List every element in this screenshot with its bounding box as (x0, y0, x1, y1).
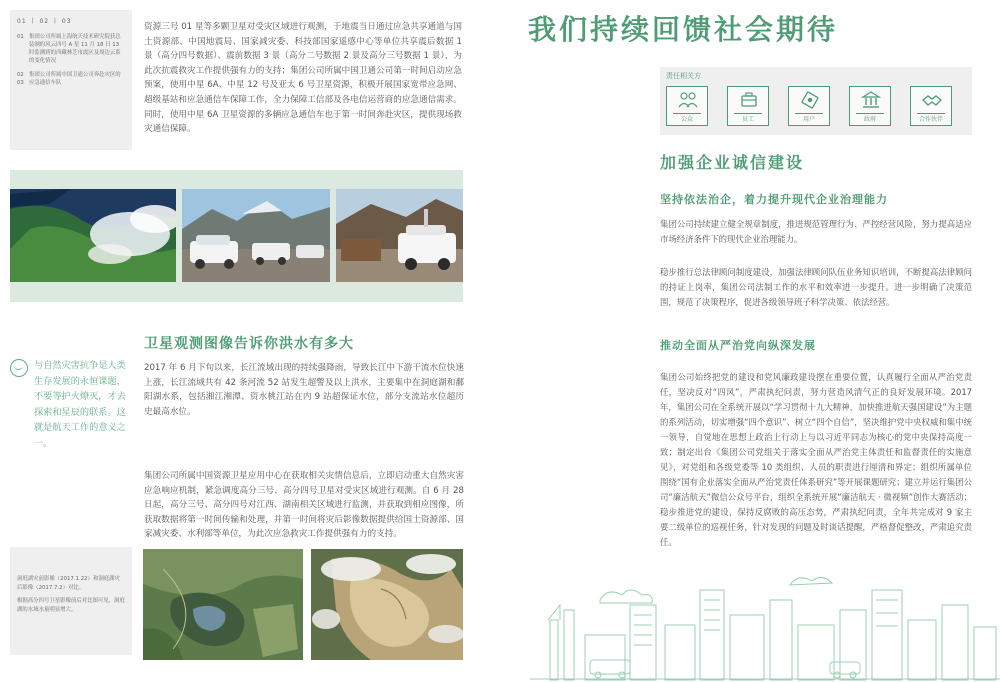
pull-quote: 与自然灾害抗争是人类生存发展的永恒课题，不要等护火燎灭，才去探索和星辰的联系。这就是航天工作的意义之一。 (34, 360, 126, 449)
stakeholder-government (849, 86, 891, 126)
flood-paragraph-2: 集团公司所属中国资源卫星应用中心在获取相关灾情信息后，立即启动重大自然灾害应急响应机制，紧急调度高分三号、高分四号卫星对受灾区域进行观测。自 6 月 28 日起，高分三号、高分四号对江西、湖南相关区域进行监测，并获取到相应图像，所获取数据将第一时间传输和处理，并第一时间将灾后影像数据提供给国土资源部、国家减灾委、水利部等单位，为此次应急救灾工作提供强有力的支持。 (144, 471, 464, 540)
customer-icon (800, 91, 820, 109)
stakeholder-customer (788, 86, 830, 126)
photo-caption-box (10, 10, 132, 150)
stakeholder-public (666, 86, 708, 126)
caption-item-text: 集团公司所属上海航天技术研究院获总装制的风云四号 A 星 11 月 18 日 13 时监测到的西藏林芝市震区及周边云系的变化情况 (29, 34, 121, 64)
stakeholder-label: 用户 (802, 116, 815, 123)
caption-item-number: 01 (17, 34, 24, 40)
caption-item (17, 71, 125, 87)
caption-item-number: 02 03 (17, 72, 24, 86)
stakeholder-partner (910, 86, 952, 126)
photo-band (10, 170, 463, 302)
caption-numbers: 01 丨 02 丨 03 (17, 18, 72, 25)
cityscape-illustration (530, 565, 1000, 682)
caption-item-text: 集团公司所属中国卫通公司奔赴灾区的应急通信车队 (29, 72, 121, 86)
partner-icon (922, 91, 942, 109)
governance-subheading: 坚持依法治企，着力提升现代企业治理能力 (660, 193, 888, 206)
flood-caption-box (10, 547, 132, 655)
public-icon (678, 91, 698, 109)
governance-paragraph-2: 稳步推行总法律顾问制度建设，加强法律顾问队伍业务知识培训，不断提高法律顾问的持证上岗率，集团公司法制工作的水平和效率进一步提升。进一步明确了决策范围，规范了决策程序，促进各级领导班子科学决策、依法经营。 (660, 267, 972, 307)
smile-icon (10, 359, 28, 377)
stakeholder-label: 政府 (863, 116, 876, 123)
satellite-cloud-photo (10, 189, 176, 282)
stakeholder-label: 公众 (680, 116, 693, 123)
employee-icon (739, 91, 759, 109)
party-discipline-subheading: 推动全面从严治党向纵深发展 (660, 339, 816, 352)
flood-caption-line: 根据高分四号卫星影像前后对比图可见，洞庭湖的水域水量明显增大。 (17, 598, 125, 613)
governance-paragraph-1: 集团公司持续建立健全规章制度，推进规范管理行为、严控经营风险，努力提高适应市场经济条件下的现代企业治理能力。 (660, 219, 972, 244)
right-page (500, 0, 1000, 682)
flood-caption-line: 洞庭湖灾前影像（2017.1.22）和洞庭湖灾后影像（2017.7.2）对比。 (17, 576, 120, 591)
integrity-heading: 加强企业诚信建设 (660, 153, 805, 172)
caption-item (17, 33, 125, 65)
vehicle-convoy-photo (182, 189, 330, 282)
government-icon (861, 91, 881, 109)
stakeholder-panel-title: 责任相关方 (666, 72, 701, 80)
stakeholder-panel (660, 67, 972, 135)
flood-paragraph-1: 2017 年 6 月下旬以来，长江流域出现的持续强降雨，导致长江中下游干流水位快速上涨，长江流域共有 42 条河流 52 站发生超警及以上洪水，主要集中在洞庭湖和鄱阳湖水系，包括湘江湘潭、资水桃江站在内 9 站超保证水位，部分支流站水位超历史最高水位。 (144, 363, 464, 417)
comm-vehicle-photo (336, 189, 463, 282)
stakeholder-label: 员工 (741, 116, 754, 123)
flood-section-title: 卫星观测图像告诉你洪水有多大 (144, 336, 354, 352)
lake-after-image (311, 549, 463, 660)
top-paragraph: 资源三号 01 星等多颗卫星对受灾区域进行观测，于地震当日通过应急共享通道与国土资源部、中国地震局、国家减灾委、科技部国家遥感中心等单位共享震后数据 1 景（高分四号数据）、震前数据 3 景（高分二号数据 2 景及高分三号数据 1 景），为此次抗震救灾工作提供强有力的支持；集团公司所属中国卫通公司第一时间启动应急预案，使用中星 6A、中星 12 号及亚太 6 号卫星资源，积极开展国家宽带应急网、超级基站和应急通信车保障工作，全力保障工信部及各电信运营商的应急通信需求。同时，使用中星 6A 卫星资源的多辆应急通信车也于第一时间奔赴灾区，提供现场救灾通信保障。 (144, 22, 462, 135)
lake-before-image (143, 549, 303, 660)
stakeholder-label: 合作伙伴 (918, 116, 943, 123)
party-discipline-paragraph: 集团公司始终把党的建设和党风廉政建设摆在重要位置，认真履行全面从严治党责任，坚决反对“四风”，严肃执纪问责，努力营造风清气正的良好发展环境。2017 年，集团公司在全系统开展以“学习贯彻十九大精神，加快推进航天强国建设”为主题的系列活动，切实增强“四个意识”、树立“四个自信”，坚决维护党中央权威和集中统一领导，自觉地在思想上政治上行动上与以习近平同志为核心的党中央保持高度一致；制定出台《集团公司党组关于落实全面从严治党主体责任和监督责任的实施意见》，对党组和各级党委等 10 类组织、人员的职责进行厘清和界定；组织所属单位围绕“国有企业落实全面从严治党责任体系研究”等开展课题研究；建立并运行集团公司“廉洁航天”微信公众号平台，组织全系统开展“廉洁航天 · 微视频”创作大赛活动；稳步推进党的建设，保持反腐败的高压态势，严肃执纪问责，全年共完成对 9 家主要二级单位的巡视任务，针对发现的问题及时谈话提醒，严格督促整改，严肃追究责任。 (660, 372, 972, 547)
stakeholder-employee (727, 86, 769, 126)
page-title: 我们持续回馈社会期待 (528, 13, 839, 46)
